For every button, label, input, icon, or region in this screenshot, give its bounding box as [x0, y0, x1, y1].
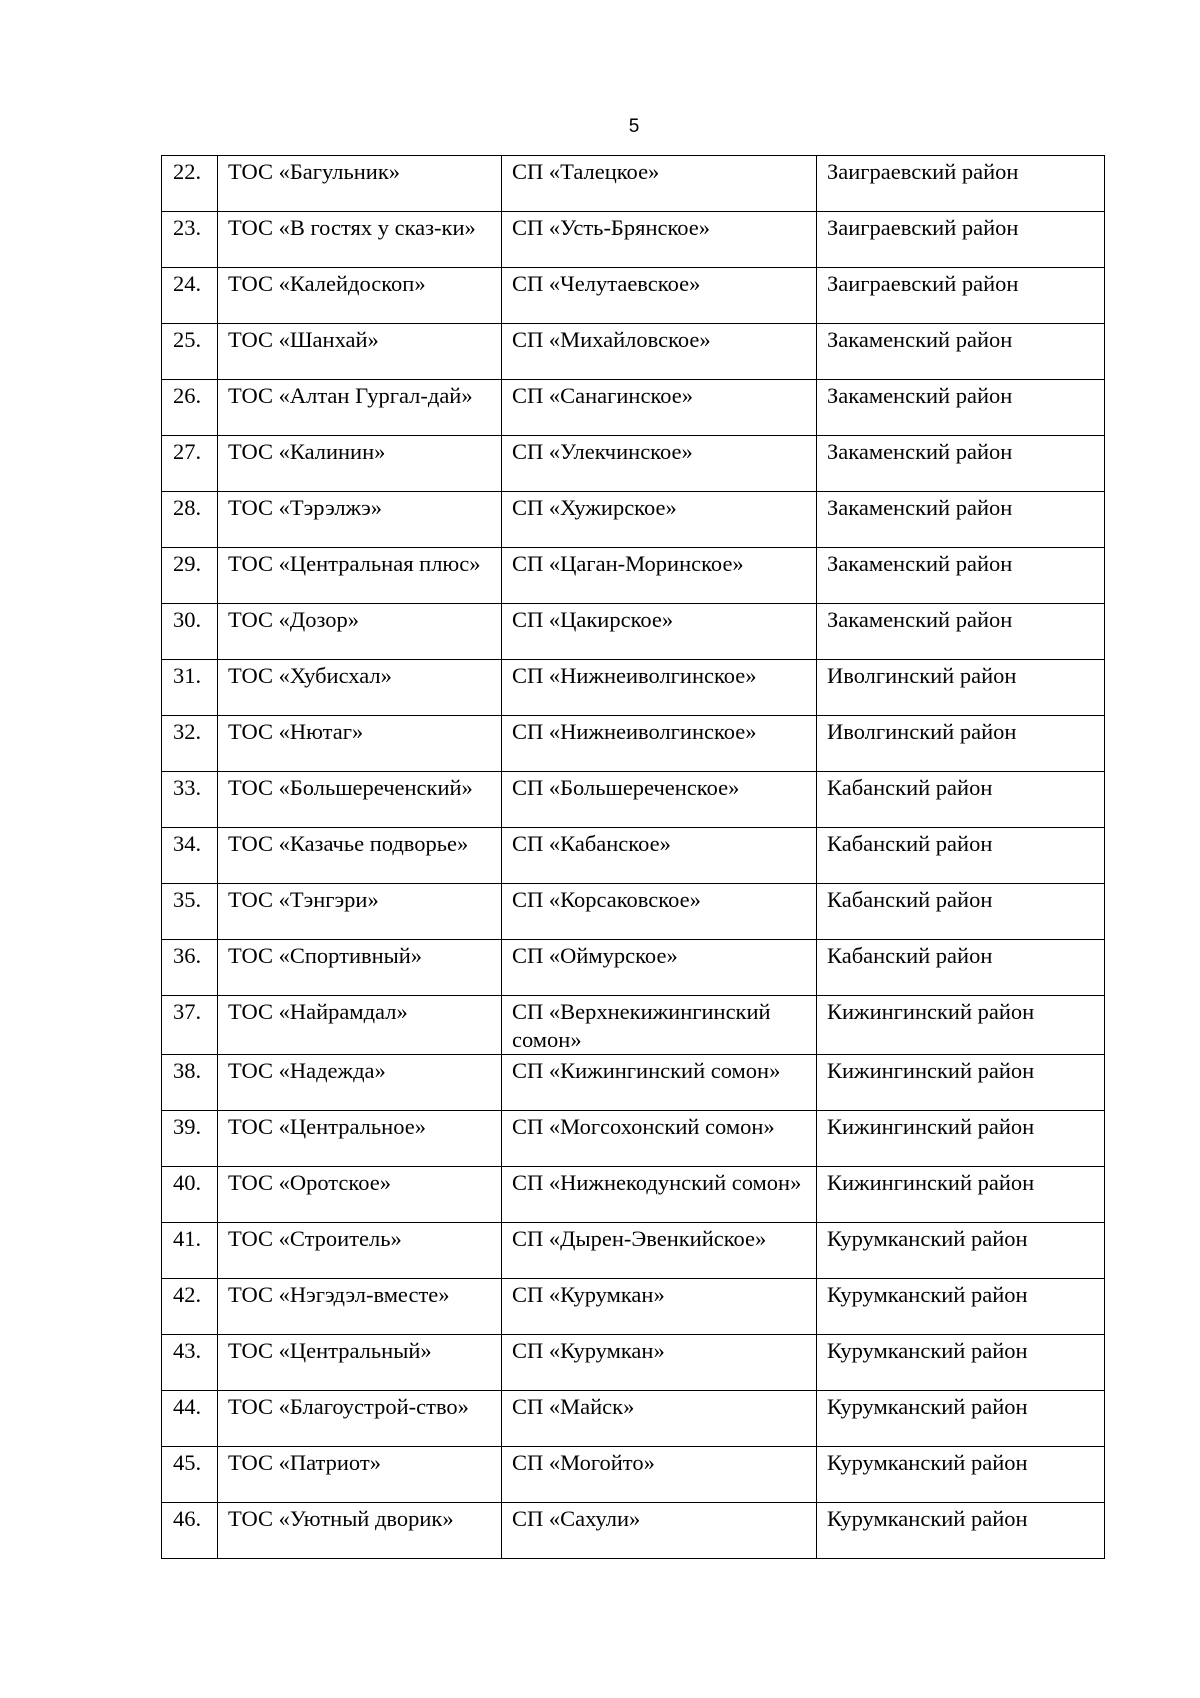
- table-row: [162, 772, 1105, 828]
- row-number-cell: 32.: [162, 716, 218, 772]
- settlement-cell: СП «Усть-Брянское»: [502, 212, 817, 268]
- tos-name-cell: ТОС «Казачье подворье»: [218, 828, 502, 884]
- row-number-cell: 30.: [162, 604, 218, 660]
- table-row: [162, 884, 1105, 940]
- settlement-cell: СП «Талецкое»: [502, 156, 817, 212]
- tos-name-cell: ТОС «Багульник»: [218, 156, 502, 212]
- tos-name-cell: ТОС «Патриот»: [218, 1447, 502, 1503]
- settlement-cell: СП «Цакирское»: [502, 604, 817, 660]
- row-number-cell: 28.: [162, 492, 218, 548]
- row-number-cell: 38.: [162, 1055, 218, 1111]
- district-cell: Заиграевский район: [817, 156, 1105, 212]
- district-cell: Иволгинский район: [817, 716, 1105, 772]
- row-number-cell: 43.: [162, 1335, 218, 1391]
- settlement-cell: СП «Нижнеиволгинское»: [502, 660, 817, 716]
- table-row: [162, 1167, 1105, 1223]
- table-row: [162, 828, 1105, 884]
- settlement-cell: СП «Могсохонский сомон»: [502, 1111, 817, 1167]
- row-number-cell: 36.: [162, 940, 218, 996]
- tos-name-cell: ТОС «Калинин»: [218, 436, 502, 492]
- tos-name-cell: ТОС «Оротское»: [218, 1167, 502, 1223]
- tos-name-cell: ТОС «Нютаг»: [218, 716, 502, 772]
- row-number-cell: 22.: [162, 156, 218, 212]
- settlement-cell: СП «Кижингинский сомон»: [502, 1055, 817, 1111]
- table-row: [162, 212, 1105, 268]
- row-number-cell: 23.: [162, 212, 218, 268]
- tos-name-cell: ТОС «Надежда»: [218, 1055, 502, 1111]
- tos-name-cell: ТОС «Благоустрой-ство»: [218, 1391, 502, 1447]
- tos-name-cell: ТОС «Дозор»: [218, 604, 502, 660]
- table-row: [162, 492, 1105, 548]
- district-cell: Кижингинский район: [817, 996, 1105, 1055]
- row-number-cell: 40.: [162, 1167, 218, 1223]
- tos-name-cell: ТОС «Центральное»: [218, 1111, 502, 1167]
- tos-name-cell: ТОС «Уютный дворик»: [218, 1503, 502, 1559]
- table-row: [162, 324, 1105, 380]
- tos-name-cell: ТОС «Алтан Гургал-дай»: [218, 380, 502, 436]
- district-cell: Кижингинский район: [817, 1055, 1105, 1111]
- page-number: 5: [628, 116, 640, 137]
- row-number-cell: 27.: [162, 436, 218, 492]
- district-cell: Курумканский район: [817, 1447, 1105, 1503]
- table-row: [162, 156, 1105, 212]
- tos-name-cell: ТОС «Большереченский»: [218, 772, 502, 828]
- table-row: [162, 1447, 1105, 1503]
- row-number-cell: 24.: [162, 268, 218, 324]
- row-number-cell: 26.: [162, 380, 218, 436]
- settlement-cell: СП «Хужирское»: [502, 492, 817, 548]
- table-row: [162, 1111, 1105, 1167]
- tos-name-cell: ТОС «Строитель»: [218, 1223, 502, 1279]
- settlement-cell: СП «Курумкан»: [502, 1335, 817, 1391]
- table-row: [162, 1391, 1105, 1447]
- district-cell: Закаменский район: [817, 436, 1105, 492]
- settlement-cell: СП «Могойто»: [502, 1447, 817, 1503]
- table-body: [162, 156, 1105, 1559]
- tos-name-cell: ТОС «Калейдоскоп»: [218, 268, 502, 324]
- table-row: [162, 996, 1105, 1055]
- table-row: [162, 1055, 1105, 1111]
- row-number-cell: 41.: [162, 1223, 218, 1279]
- row-number-cell: 33.: [162, 772, 218, 828]
- settlement-cell: СП «Кабанское»: [502, 828, 817, 884]
- row-number-cell: 45.: [162, 1447, 218, 1503]
- district-cell: Закаменский район: [817, 548, 1105, 604]
- table-row: [162, 1279, 1105, 1335]
- tos-name-cell: ТОС «Хубисхал»: [218, 660, 502, 716]
- row-number-cell: 39.: [162, 1111, 218, 1167]
- settlement-cell: СП «Курумкан»: [502, 1279, 817, 1335]
- district-cell: Закаменский район: [817, 492, 1105, 548]
- district-cell: Закаменский район: [817, 604, 1105, 660]
- row-number-cell: 44.: [162, 1391, 218, 1447]
- tos-name-cell: ТОС «Спортивный»: [218, 940, 502, 996]
- settlement-cell: СП «Корсаковское»: [502, 884, 817, 940]
- tos-name-cell: ТОС «Тэнгэри»: [218, 884, 502, 940]
- row-number-cell: 29.: [162, 548, 218, 604]
- settlement-cell: СП «Нижнеиволгинское»: [502, 716, 817, 772]
- tos-name-cell: ТОС «Нэгэдэл-вместе»: [218, 1279, 502, 1335]
- row-number-cell: 37.: [162, 996, 218, 1055]
- row-number-cell: 31.: [162, 660, 218, 716]
- settlement-cell: СП «Михайловское»: [502, 324, 817, 380]
- district-cell: Заиграевский район: [817, 212, 1105, 268]
- row-number-cell: 34.: [162, 828, 218, 884]
- tos-name-cell: ТОС «Тэрэлжэ»: [218, 492, 502, 548]
- district-cell: Курумканский район: [817, 1335, 1105, 1391]
- tos-registry-table: [161, 155, 1105, 1559]
- tos-name-cell: ТОС «Найрамдал»: [218, 996, 502, 1055]
- settlement-cell: СП «Цаган-Моринское»: [502, 548, 817, 604]
- row-number-cell: 42.: [162, 1279, 218, 1335]
- settlement-cell: СП «Оймурское»: [502, 940, 817, 996]
- district-cell: Закаменский район: [817, 380, 1105, 436]
- district-cell: Закаменский район: [817, 324, 1105, 380]
- tos-name-cell: ТОС «В гостях у сказ-ки»: [218, 212, 502, 268]
- settlement-cell: СП «Санагинское»: [502, 380, 817, 436]
- settlement-cell: СП «Улекчинское»: [502, 436, 817, 492]
- tos-name-cell: ТОС «Центральный»: [218, 1335, 502, 1391]
- district-cell: Заиграевский район: [817, 268, 1105, 324]
- table-row: [162, 268, 1105, 324]
- settlement-cell: СП «Большереченское»: [502, 772, 817, 828]
- district-cell: Кабанский район: [817, 940, 1105, 996]
- table-row: [162, 1503, 1105, 1559]
- district-cell: Кижингинский район: [817, 1111, 1105, 1167]
- table-row: [162, 1223, 1105, 1279]
- district-cell: Кижингинский район: [817, 1167, 1105, 1223]
- table-row: [162, 660, 1105, 716]
- district-cell: Кабанский район: [817, 828, 1105, 884]
- settlement-cell: СП «Сахули»: [502, 1503, 817, 1559]
- row-number-cell: 25.: [162, 324, 218, 380]
- table-row: [162, 604, 1105, 660]
- table-row: [162, 436, 1105, 492]
- table-row: [162, 380, 1105, 436]
- settlement-cell: СП «Майск»: [502, 1391, 817, 1447]
- tos-name-cell: ТОС «Шанхай»: [218, 324, 502, 380]
- table-row: [162, 548, 1105, 604]
- district-cell: Курумканский район: [817, 1391, 1105, 1447]
- district-cell: Курумканский район: [817, 1279, 1105, 1335]
- table-row: [162, 716, 1105, 772]
- district-cell: Кабанский район: [817, 772, 1105, 828]
- row-number-cell: 46.: [162, 1503, 218, 1559]
- district-cell: Курумканский район: [817, 1503, 1105, 1559]
- district-cell: Курумканский район: [817, 1223, 1105, 1279]
- settlement-cell: СП «Верхнекижингинский сомон»: [502, 996, 817, 1055]
- table-row: [162, 940, 1105, 996]
- row-number-cell: 35.: [162, 884, 218, 940]
- settlement-cell: СП «Дырен-Эвенкийское»: [502, 1223, 817, 1279]
- tos-name-cell: ТОС «Центральная плюс»: [218, 548, 502, 604]
- district-cell: Кабанский район: [817, 884, 1105, 940]
- settlement-cell: СП «Нижнекодунский сомон»: [502, 1167, 817, 1223]
- district-cell: Иволгинский район: [817, 660, 1105, 716]
- settlement-cell: СП «Челутаевское»: [502, 268, 817, 324]
- table-row: [162, 1335, 1105, 1391]
